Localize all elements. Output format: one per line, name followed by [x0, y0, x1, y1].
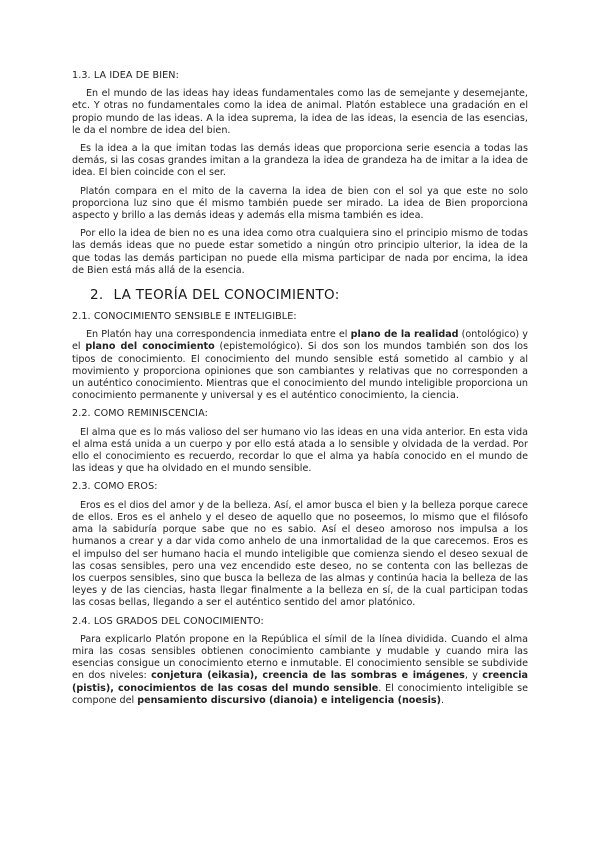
section-heading-grados: 2.4. LOS GRADOS DEL CONOCIMIENTO:	[72, 615, 264, 627]
bold-term: plano de la realidad	[350, 329, 459, 341]
section-heading-idea-de-bien: 1.3. LA IDEA DE BIEN:	[72, 70, 179, 81]
text-run: , y	[464, 670, 483, 682]
paragraph: Eros es el dios del amor y de la belleza. Así, el amor busca el bien y la belleza porque carece de ellos. Eros es el anhelo y el deseo de aquello que no poseemos, lo mismo que el filósofo ama la sabiduría porque sabe que no es sabio. Así el deseo amoroso nos impulsa a los humanos a crear y a dar vida como anhelo de una inmortalidad de la que carecemos. Eros es el impulso del ser humano hacia el mundo inteligible que comienza siendo el deseo sexual de las cosas sensibles, pero una vez encendido este deseo, no se contenta con las bellezas de los cuerpos sensibles, sino que busca la belleza de las almas y continúa hacia la belleza de las leyes y de las ciencias, hasta llegar finalmente a la belleza en sí, de la cual participan todas las cosas bellas, llegando a ser el auténtico sentido del amor platónico.	[72, 499, 528, 609]
section-heading-sensible-inteligible: 2.1. CONOCIMIENTO SENSIBLE E INTELIGIBLE:	[72, 311, 297, 323]
paragraph: Por ello la idea de bien no es una idea como otra cualquiera sino el principio mismo de todas las demás ideas que no puede estar sometido a ningún otro principio ulterior, la idea de la que todas las demás participan no puede ella misma participar de nada por encima, la idea de Bien está más allá de la esencia.	[72, 228, 528, 276]
bold-term: creencia (pistis), conocimientos de las cosas del mundo sensible	[72, 670, 529, 694]
bold-term: plano del conocimiento	[85, 341, 215, 353]
chapter-heading	[90, 287, 528, 303]
bold-term: pensamiento discursivo (dianoia) e inteligencia (noesis)	[137, 694, 441, 706]
paragraph: En el mundo de las ideas hay ideas fundamentales como las de semejante y desemejante, etc. Y otras no fundamentales como la idea de animal. Platón establece una gradación en el propio mundo de las ideas. A la idea suprema, la idea de las ideas, la esencia de las esencias, le da el nombre de idea del bien.	[72, 88, 528, 136]
text-run: En Platón hay una correspondencia inmediata entre el	[86, 329, 351, 341]
text-run: . El conocimiento inteligible se compone del	[72, 682, 528, 706]
paragraph: Platón compara en el mito de la caverna la idea de bien con el sol ya que este no solo proporciona luz sino que él mismo también puede ser mirado. La idea de Bien proporciona aspecto y brillo a las demás ideas y además ella misma también es idea.	[72, 185, 528, 222]
section-heading-eros: 2.3. COMO EROS:	[72, 481, 158, 493]
document-page	[72, 70, 528, 713]
bold-term: conjetura (eikasia), creencia de las sombras e imágenes	[151, 670, 465, 682]
text-run: .	[441, 694, 445, 706]
paragraph	[72, 634, 528, 707]
paragraph: El alma que es lo más valioso del ser humano vio las ideas en una vida anterior. En esta vida el alma está unida a un cuerpo y por ello está atada a lo sensible y olvidada de la verdad. Por ello el conocimiento es recuerdo, recordar lo que el alma ya había conocido en el mundo de las ideas y que ha olvidado en el mundo sensible.	[72, 426, 528, 475]
paragraph: Es la idea a la que imitan todas las demás ideas que proporciona serie esencia a todas las demás, si las cosas grandes imitan a la grandeza la idea de grandeza ha de imitar a la idea de idea. El bien coincide con el ser.	[72, 143, 528, 179]
paragraph	[72, 329, 528, 402]
text-run: (ontológico) y el	[72, 329, 528, 353]
text-run: (epistemológico). Si dos son los mundos también son dos los tipos de conocimiento. El conocimiento del mundo sensible está sometido al cambio y al movimiento y proporciona opiniones que son cambiantes y relativas que no corresponden a un auténtico conocimiento. Mientras que el conocimiento del mundo inteligible proporciona un conocimiento permanente y universal y es el auténtico conocimiento, la ciencia.	[72, 341, 528, 402]
chapter-number: 2.	[90, 287, 104, 304]
section-heading-reminiscencia: 2.2. COMO REMINISCENCIA:	[72, 408, 208, 420]
text-run: Para explicarlo Platón propone en la República el símil de la línea dividida. Cuando el alma mira las cosas sensibles obtienen conocimiento cambiante y mudable y cuando mira las esencias consigue un conocimiento eterno e inmutable. El conocimiento sensible se subdivide en dos niveles:	[72, 633, 528, 682]
chapter-title: LA TEORÍA DEL CONOCIMIENTO:	[113, 287, 340, 304]
